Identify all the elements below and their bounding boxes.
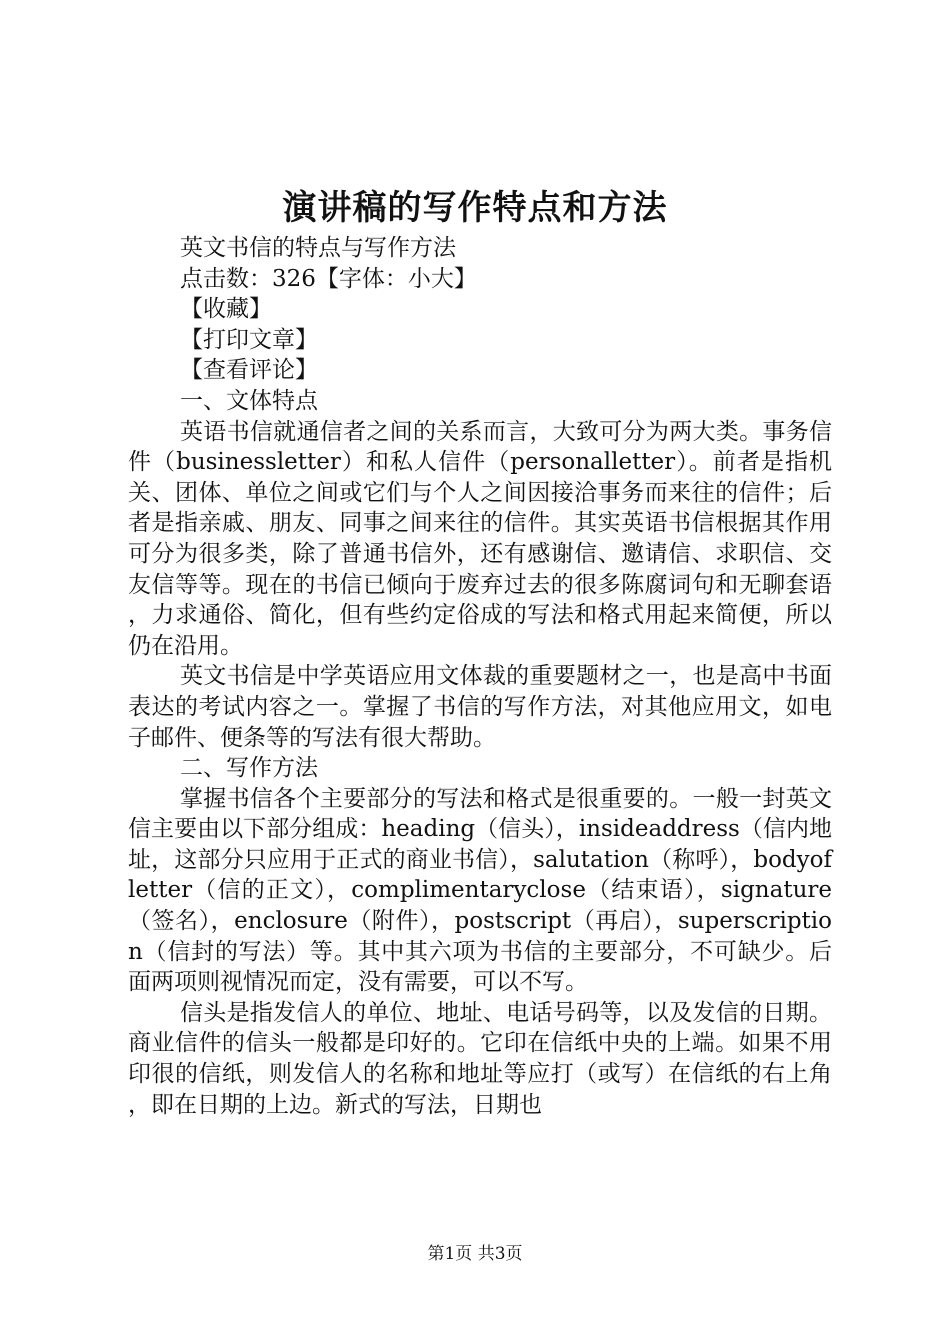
article-subtitle: 英文书信的特点与写作方法 [180,235,456,261]
view-comments-link[interactable]: 【查看评论】 [180,357,318,384]
section-heading-style-features: 一、文体特点 [180,387,318,414]
paragraph-letter-importance: 英文书信是中学英语应用文体裁的重要题材之一，也是高中书面表达的考试内容之一。掌握了书信的写作方法，对其他应用文，如电子邮件、便条等的写法有很大帮助。 [128,663,832,751]
click-count-line: 点击数：326【字体：小大】 [180,265,477,292]
paragraph-letter-parts: 掌握书信各个主要部分的写法和格式是很重要的。一般一封英文信主要由以下部分组成：heading（信头），insideaddress（信内地址，这部分只应用于正式的商业书信），salutation（称呼），bodyofletter（信的正文），complimentaryclose（结束语），signature（签名），enclosure（附件），postscript（再启），superscription（信封的写法）等。其中其六项为书信的主要部分，不可缺少。后面两项则视情况而定，没有需要，可以不写。 [128,785,832,996]
paragraph-heading-description: 信头是指发信人的单位、地址、电话号码等，以及发信的日期。商业信件的信头一般都是印好的。它印在信纸中央的上端。如果不用印很的信纸，则发信人的名称和地址等应打（或写）在信纸的右上角，即在日期的上边。新式的写法，日期也 [128,999,832,1118]
section-heading-writing-method: 二、写作方法 [180,755,318,782]
document-body [128,233,832,1120]
favorite-link[interactable]: 【收藏】 [180,296,272,323]
paragraph-letter-types: 英语书信就通信者之间的关系而言，大致可分为两大类。事务信件（businessletter）和私人信件（personalletter）。前者是指机关、团体、单位之间或它们与个人之间因接洽事务而来往的信件；后者是指亲戚、朋友、同事之间来往的信件。其实英语书信根据其作用可分为很多类，除了普通书信外，还有感谢信、邀请信、求职信、交友信等等。现在的书信已倾向于废弃过去的很多陈腐词句和无聊套语，力求通俗、简化，但有些约定俗成的写法和格式用起来简便，所以仍在沿用。 [128,418,832,659]
document-title: 演讲稿的写作特点和方法 [282,188,668,228]
print-article-link[interactable]: 【打印文章】 [180,326,318,353]
page-number-footer: 第1页 共3页 [427,1244,523,1264]
